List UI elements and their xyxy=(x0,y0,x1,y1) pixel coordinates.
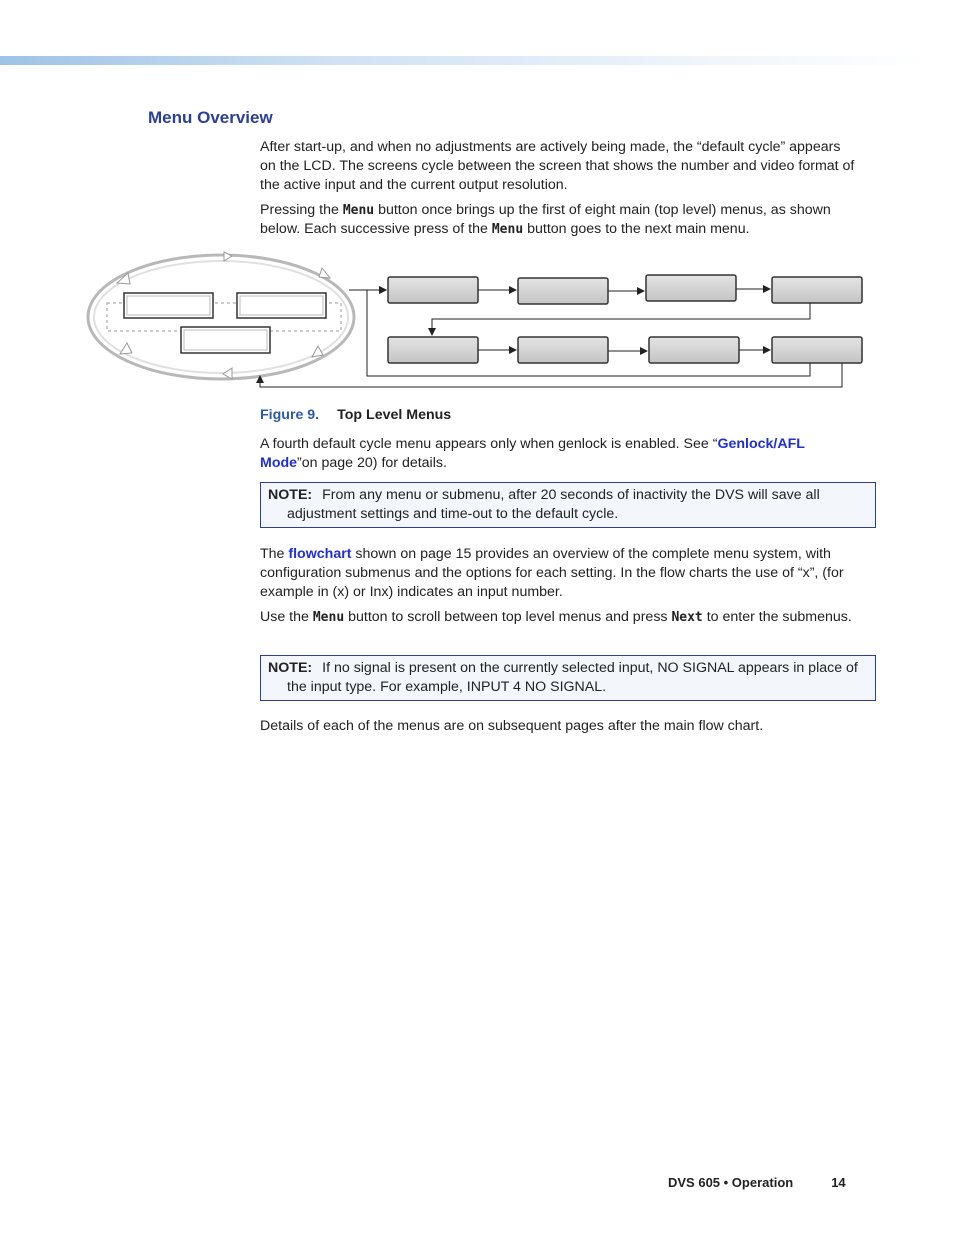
paragraph-genlock: A fourth default cycle menu appears only when genlock is enabled. See “Genlock/AFL Mode”on page 20) for details. xyxy=(260,436,805,471)
flowchart-link[interactable]: flowchart xyxy=(288,546,352,562)
next-button-text: Next xyxy=(671,610,703,625)
section-heading: Menu Overview xyxy=(148,108,273,127)
paragraph-details: Details of each of the menus are on subsequent pages after the main flow chart. xyxy=(260,718,764,734)
paragraph-menu-button: Pressing the Menu button once brings up the first of eight main (top level) menus, as shown below. Each successive press of the Menu button goes to the next main menu. xyxy=(260,202,831,237)
paragraph-default-cycle: After start-up, and when no adjustments are actively being made, the “default cycle” appears on the LCD. The screens cycle between the screen that shows the number and video format of the active input and the current output resolution. xyxy=(260,139,855,193)
page-footer xyxy=(668,1175,846,1190)
menu-button-text: Menu xyxy=(491,222,524,237)
menu-button-text: Menu xyxy=(342,203,375,218)
default-cycle-screens xyxy=(124,293,326,353)
note-no-signal: NOTE: If no signal is present on the currently selected input, NO SIGNAL appears in place of the input type. For example, INPUT 4 NO SIGNAL. xyxy=(260,655,876,701)
genlock-afl-mode-link[interactable]: Genlock/AFL Mode xyxy=(260,436,805,471)
note-label: NOTE: xyxy=(268,660,313,676)
note-timeout: NOTE: From any menu or submenu, after 20 seconds of inactivity the DVS will save all adjustment settings and time-out to the default cycle. xyxy=(260,482,876,528)
page-number: 14 xyxy=(831,1175,846,1190)
figure-number: Figure 9. xyxy=(260,407,320,423)
paragraph-menu-next: Use the Menu button to scroll between top level menus and press Next to enter the submenus. xyxy=(260,609,852,625)
menu-button-text: Menu xyxy=(312,610,345,625)
figure-caption xyxy=(260,407,451,423)
paragraph-flowchart: The flowchart shown on page 15 provides an overview of the complete menu system, with configuration submenus and the options for each setting. In the flow charts the use of “x”, (for example in (x) or Inx) indicates an input number. xyxy=(260,546,844,600)
footer-doc-title: DVS 605 • Operation xyxy=(668,1175,794,1190)
figure-title: Top Level Menus xyxy=(337,407,452,423)
note-label: NOTE: xyxy=(268,487,313,503)
